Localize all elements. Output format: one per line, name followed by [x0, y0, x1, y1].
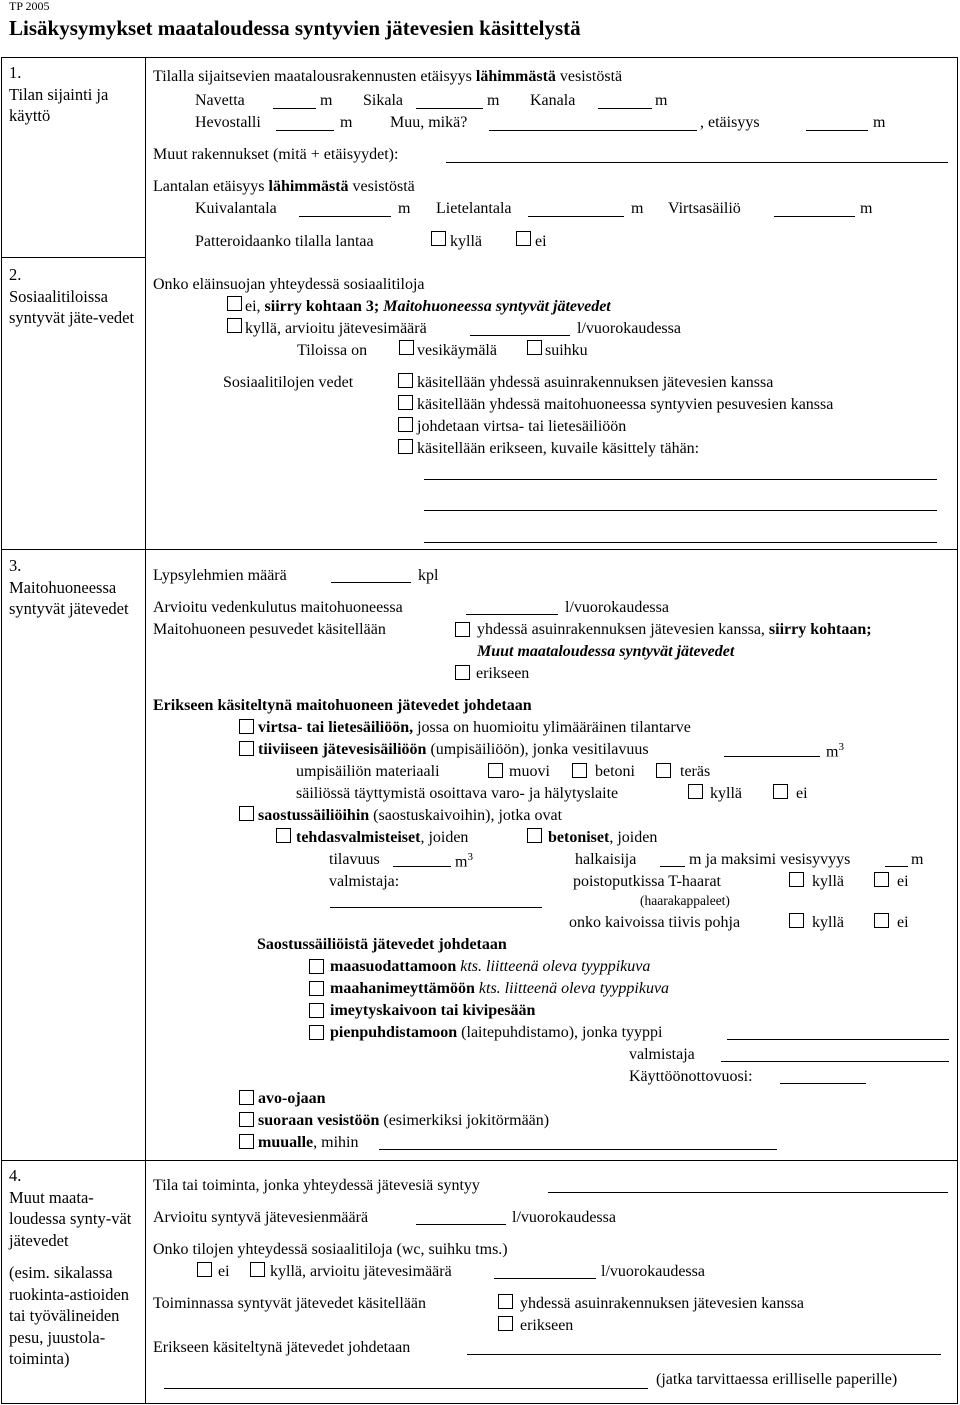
unit-m: m [873, 114, 886, 131]
lietelantala-label: Lietelantala [436, 200, 512, 217]
lypsylehmien-label: Lypsylehmien määrä [153, 567, 287, 584]
unit-m: m [911, 851, 924, 868]
umpisailio-checkbox[interactable] [239, 741, 254, 756]
kasittely-3-checkbox[interactable] [398, 417, 413, 432]
section-2-label [9, 264, 139, 329]
ei-label: ei [218, 1263, 230, 1280]
teras-label: teräs [680, 763, 711, 780]
suihku-label: suihku [545, 342, 588, 359]
ei-label: ei [535, 233, 547, 250]
section-1-title: Tilan sijainti ja käyttö [9, 84, 109, 125]
unit-m: m [320, 92, 333, 109]
per-day-unit: l/vuorokaudessa [577, 320, 681, 337]
kayttoonottovuosi-field[interactable] [780, 1083, 866, 1084]
per-day-unit: l/vuorokaudessa [512, 1209, 616, 1226]
kasittely-description-line-3[interactable] [424, 542, 937, 543]
muut-rakennukset-label: Muut rakennukset (mitä + etäisyydet): [153, 146, 399, 163]
kasittely-1-label: käsitellään yhdessä asuinrakennuksen jätevesien kanssa [417, 374, 774, 391]
sosiaalitilat-kylla-label: kyllä, arvioitu jätevesimäärä [245, 320, 427, 337]
virtsasailio-checkbox[interactable] [239, 719, 254, 734]
tilavuus-field[interactable] [393, 866, 451, 867]
unit-m: m [655, 92, 668, 109]
pienpuhdistamo-valmistaja-field[interactable] [721, 1061, 949, 1062]
sosiaalitilat-4-question: Onko tilojen yhteydessä sosiaalitiloja (wc, suihku tms.) [153, 1241, 508, 1258]
unit-m: m [487, 92, 500, 109]
tehdasvalmisteiset-checkbox[interactable] [276, 828, 291, 843]
patteroidaanko-ei-checkbox[interactable] [516, 231, 531, 246]
kuivalantala-label: Kuivalantala [195, 200, 277, 217]
erikseen-heading: Erikseen käsiteltynä maitohuoneen jätevedet johdetaan [153, 697, 532, 714]
imeytyskaivo-checkbox[interactable] [309, 1003, 324, 1018]
section-2-title: Sosiaalitiloissa syntyvät jäte-vedet [9, 286, 135, 327]
muu-label: Muu, mikä? [390, 114, 468, 131]
teras-checkbox[interactable] [656, 763, 671, 778]
toiminnassa-label: Toiminnassa syntyvät jätevedet käsitellään [153, 1295, 427, 1312]
sosiaalitilat-ei-label: ei, siirry kohtaan 3; Maitohuoneessa syntyvät jätevedet [245, 298, 611, 315]
suoraan-vesistoon-checkbox[interactable] [239, 1112, 254, 1127]
erikseen-johdetaan-field[interactable] [467, 1354, 941, 1355]
pienpuhdistamo-label: pienpuhdistamoon (laitepuhdistamo), jonka tyyppi [330, 1024, 663, 1041]
lypsylehmien-field[interactable] [331, 582, 411, 583]
per-day-unit: l/vuorokaudessa [601, 1263, 705, 1280]
halytys-kylla-checkbox[interactable] [688, 784, 703, 799]
section-3-number: 3. [9, 556, 22, 575]
section-4-number: 4. [9, 1166, 22, 1185]
section-3-title: Maitohuoneessa syntyvät jätevedet [9, 577, 129, 618]
muovi-checkbox[interactable] [488, 763, 503, 778]
poistoputkissa-label: poistoputkissa T-haarat [573, 873, 721, 890]
sos4-maara-field[interactable] [494, 1278, 596, 1279]
sikala-distance-field[interactable] [416, 108, 483, 109]
section-4-note: (esim. sikalassa ruokinta-astioiden tai työvälineiden pesu, juustola-toiminta) [9, 1263, 130, 1368]
suihku-checkbox[interactable] [527, 340, 542, 355]
muu-distance-field[interactable] [806, 130, 868, 131]
betoniset-label: betoniset, joiden [548, 829, 658, 846]
navetta-label: Navetta [195, 92, 245, 109]
toiminta-yhdessa-checkbox[interactable] [498, 1294, 513, 1309]
kylla-label: kyllä [450, 233, 482, 250]
ei-label: ei [897, 873, 909, 890]
pesuvedet-erikseen-checkbox[interactable] [455, 665, 470, 680]
vedenkulutus-label: Arvioitu vedenkulutus maitohuoneessa [153, 599, 403, 616]
table-border-right [957, 57, 958, 1404]
sosiaalitilat-question: Onko eläinsuojan yhteydessä sosiaalitiloja [153, 276, 425, 293]
tiivis-pohja-ei-checkbox[interactable] [874, 913, 889, 928]
section-1-number: 1. [9, 63, 22, 82]
building-distance-intro: Tilalla sijaitsevien maatalousrakennusten etäisyys lähimmästä vesistöstä [153, 68, 623, 85]
betoniset-checkbox[interactable] [527, 828, 542, 843]
kasittely-4-checkbox[interactable] [398, 439, 413, 454]
section-2-number: 2. [9, 265, 22, 284]
erikseen-johdetaan-label: Erikseen käsiteltynä jätevedet johdetaan [153, 1339, 411, 1356]
muut-rakennukset-field[interactable] [446, 162, 948, 163]
row-divider-2 [1, 549, 958, 550]
kylla-label: kyllä [812, 914, 844, 931]
lietelantala-distance-field[interactable] [528, 216, 624, 217]
pienpuhdistamo-checkbox[interactable] [309, 1025, 324, 1040]
valmistaja-field[interactable] [330, 907, 542, 908]
vesikaymala-label: vesikäymälä [417, 342, 497, 359]
section-1-label [9, 62, 144, 127]
row-divider-3 [1, 1160, 958, 1161]
muualle-checkbox[interactable] [239, 1134, 254, 1149]
saostussailio-option-label: saostussäiliöihin (saostuskaivoihin), jotka ovat [258, 807, 563, 824]
maahanimeyttamo-label: maahanimeyttämöön kts. liitteenä oleva tyyppikuva [330, 980, 670, 997]
kanala-label: Kanala [530, 92, 576, 109]
tila-toiminta-field[interactable] [548, 1192, 948, 1193]
tiivis-pohja-kylla-checkbox[interactable] [789, 913, 804, 928]
halytyslaite-label: säiliössä täyttymistä osoittava varo- ja hälytyslaite [296, 785, 619, 802]
tilavuus-label: tilavuus [329, 851, 380, 868]
kasittely-1-checkbox[interactable] [398, 373, 413, 388]
imeytyskaivo-label: imeytyskaivoon tai kivipesään [330, 1002, 536, 1019]
ei-label: ei [796, 785, 808, 802]
tiivis-pohja-label: onko kaivoissa tiivis pohja [569, 914, 741, 931]
jatka-note: (jatka tarvittaessa erilliselle paperille) [656, 1371, 898, 1388]
umpisailio-materiaali-label: umpisäiliön materiaali [296, 763, 440, 780]
avo-oja-label: avo-ojaan [258, 1090, 326, 1107]
pesuvedet-yhdessa-label: yhdessä asuinrakennuksen jätevesien kanssa, siirry kohtaan; [477, 621, 872, 638]
pesuvedet-label: Maitohuoneen pesuvedet käsitellään [153, 621, 386, 638]
kasittely-2-checkbox[interactable] [398, 395, 413, 410]
betoni-checkbox[interactable] [572, 763, 587, 778]
lantala-intro: Lantalan etäisyys lähimmästä vesistöstä [153, 178, 415, 195]
sosiaalitilat-kylla-checkbox[interactable] [227, 318, 242, 333]
sosiaalitilat-ei-checkbox[interactable] [227, 296, 242, 311]
kasittely-3-label: johdetaan virtsa- tai lietesäiliöön [417, 418, 627, 435]
virtsasailio-option-label: virtsa- tai lietesäiliöön, jossa on huomioitu ylimääräinen tilantarve [258, 719, 691, 736]
unit-m: m [631, 200, 644, 217]
sikala-label: Sikala [363, 92, 403, 109]
t-haarat-ei-checkbox[interactable] [874, 872, 889, 887]
tila-toiminta-label: Tila tai toiminta, jonka yhteydessä jätevesiä syntyy [153, 1177, 480, 1194]
arvioitu-maara-label: Arvioitu syntyvä jätevesienmäärä [153, 1209, 369, 1226]
saostussailio-checkbox[interactable] [239, 806, 254, 821]
unit-m: m [398, 200, 411, 217]
kanala-distance-field[interactable] [598, 108, 652, 109]
page-title: Lisäkysymykset maataloudessa syntyvien jätevesien käsittelystä [9, 16, 581, 40]
kylla-label: kyllä [812, 873, 844, 890]
maasuodattamo-label: maasuodattamoon kts. liitteenä oleva tyyppikuva [330, 958, 651, 975]
muualle-label: muualle, mihin [258, 1134, 359, 1151]
patteroidaanko-kylla-checkbox[interactable] [431, 231, 446, 246]
halytys-ei-checkbox[interactable] [773, 784, 788, 799]
saostussailiot-heading: Saostussäiliöistä jätevedet johdetaan [257, 936, 507, 953]
suoraan-vesistoon-label: suoraan vesistöön (esimerkiksi jokitörmään) [258, 1112, 550, 1129]
halkaisija-label: halkaisija [575, 851, 637, 868]
muu-what-field[interactable] [489, 130, 697, 131]
valmistaja-label: valmistaja [629, 1046, 695, 1063]
kylla-arvioitu-label: kyllä, arvioitu jätevesimäärä [270, 1263, 452, 1280]
haarakappaleet-note: (haarakappaleet) [640, 893, 730, 908]
arvioitu-maara-field[interactable] [416, 1224, 506, 1225]
unit-m: m [860, 200, 873, 217]
tehdasvalmisteiset-label: tehdasvalmisteiset, joiden [296, 829, 469, 846]
vesisyvyys-field[interactable] [885, 866, 908, 867]
maasuodattamo-checkbox[interactable] [309, 959, 324, 974]
column-divider [145, 57, 146, 1404]
vesitilavuus-field[interactable] [724, 756, 820, 757]
etaisyys-label: , etäisyys [700, 114, 760, 131]
kasittely-description-line-1[interactable] [424, 479, 937, 480]
kuivalantala-distance-field[interactable] [299, 216, 391, 217]
muualle-field[interactable] [379, 1149, 777, 1150]
betoni-label: betoni [595, 763, 635, 780]
sosiaalitilojen-vedet-label: Sosiaalitilojen vedet [223, 374, 354, 391]
hevostalli-distance-field[interactable] [276, 130, 334, 131]
section-3-label [9, 555, 144, 620]
halkaisija-field[interactable] [660, 866, 685, 867]
form-code: TP 2005 [9, 0, 50, 13]
pienpuhdistamo-tyyppi-field[interactable] [727, 1039, 949, 1040]
kasittely-description-line-2[interactable] [424, 510, 937, 511]
jatevesimaara-field[interactable] [470, 335, 570, 336]
toiminta-yhdessa-label: yhdessä asuinrakennuksen jätevesien kanssa [520, 1295, 804, 1312]
row-divider-1 [1, 257, 146, 258]
muovi-label: muovi [509, 763, 550, 780]
muut-maataloudessa-link: Muut maataloudessa syntyvät jätevedet [477, 643, 735, 660]
maksimi-vesisyvyys-label: m ja maksimi vesisyvyys [689, 851, 851, 868]
erikseen-label: erikseen [476, 665, 530, 682]
pesuvedet-yhdessa-checkbox[interactable] [455, 622, 470, 637]
sos4-kylla-checkbox[interactable] [250, 1262, 265, 1277]
ei-label: ei [897, 914, 909, 931]
unit-m3: $m^3$ [826, 741, 844, 761]
sos4-ei-checkbox[interactable] [197, 1262, 212, 1277]
hevostalli-label: Hevostalli [195, 114, 261, 131]
additional-line-field[interactable] [164, 1388, 648, 1389]
umpisailio-option-label: tiiviiseen jätevesisäiliöön (umpisäiliöön), jonka vesitilavuus [258, 741, 649, 758]
valmistaja-label: valmistaja: [329, 873, 400, 890]
section-4-title: Muut maata-loudessa synty-vät jätevedet [9, 1187, 132, 1250]
table-border-left [1, 57, 2, 1404]
vesikaymala-checkbox[interactable] [399, 340, 414, 355]
kasittely-4-label: käsitellään erikseen, kuvaile käsittely tähän: [417, 440, 700, 457]
virtsasailio-label: Virtsasäiliö [668, 200, 741, 217]
kylla-label: kyllä [710, 785, 742, 802]
unit-m: m [340, 114, 353, 131]
unit-m3: $m^3$ [455, 851, 473, 871]
toiminta-erikseen-label: erikseen [520, 1317, 574, 1334]
toiminta-erikseen-checkbox[interactable] [498, 1316, 513, 1331]
patteroidaanko-label: Patteroidaanko tilalla lantaa [195, 233, 374, 250]
virtsasailio-distance-field[interactable] [774, 216, 855, 217]
vedenkulutus-field[interactable] [466, 614, 558, 615]
tiloissa-on-label: Tiloissa on [297, 342, 368, 359]
section-4-label [9, 1165, 139, 1370]
avo-oja-checkbox[interactable] [239, 1090, 254, 1105]
kasittely-2-label: käsitellään yhdessä maitohuoneessa syntyvien pesuvesien kanssa [417, 396, 834, 413]
navetta-distance-field[interactable] [273, 108, 316, 109]
unit-kpl: kpl [418, 567, 439, 584]
maahanimeyttamo-checkbox[interactable] [309, 981, 324, 996]
per-day-unit: l/vuorokaudessa [565, 599, 669, 616]
t-haarat-kylla-checkbox[interactable] [789, 872, 804, 887]
kayttoonottovuosi-label: Käyttöönottovuosi: [629, 1068, 753, 1085]
